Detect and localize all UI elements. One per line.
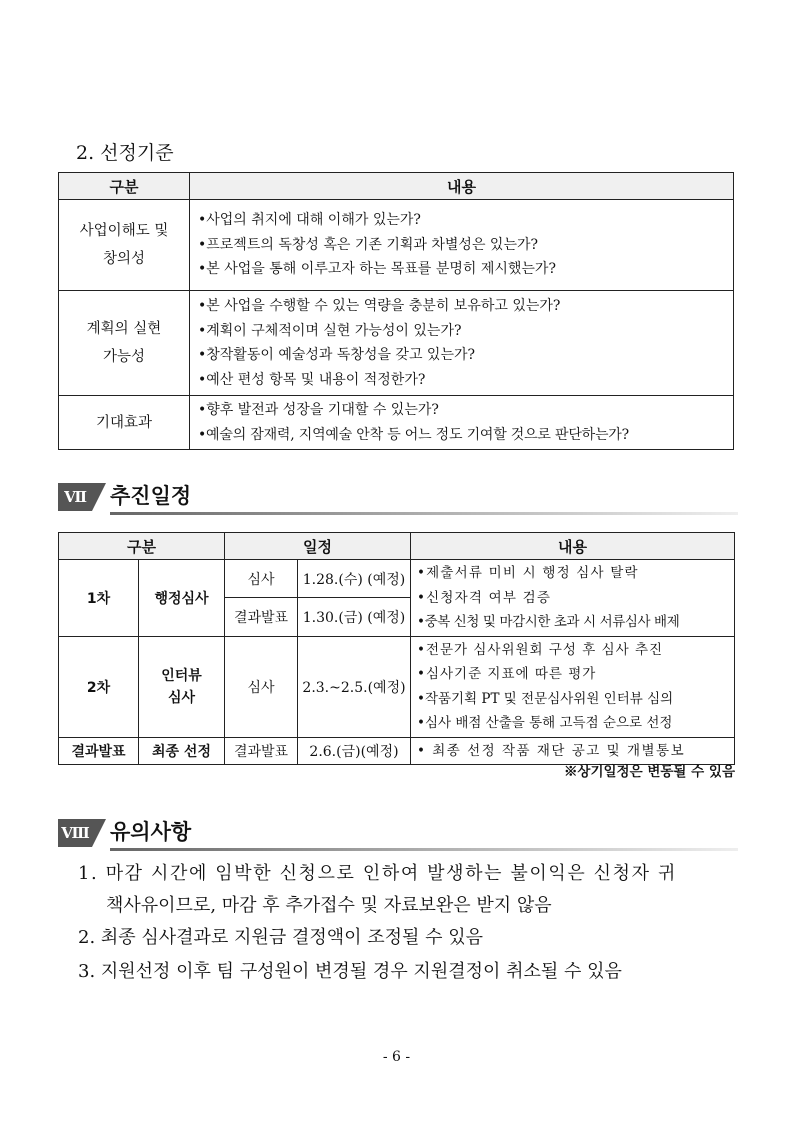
criteria-item: •본 사업을 수행할 수 있는 역량을 충분히 보유하고 있는가? bbox=[198, 298, 561, 314]
section-title: 유의사항 bbox=[110, 820, 192, 844]
schedule-item: •신청자격 여부 검증 bbox=[417, 589, 552, 606]
schedule-kind: 심사 bbox=[225, 560, 298, 598]
criteria-item: •계획이 구체적이며 실현 가능성이 있는가? bbox=[198, 322, 462, 339]
schedule-header-content: 내용 bbox=[411, 533, 735, 560]
stage-label: 1차 bbox=[59, 560, 139, 637]
schedule-item: •중복 신청 및 마감시한 초과 시 서류심사 배제 bbox=[417, 614, 680, 630]
criteria-header-category: 구분 bbox=[59, 173, 190, 200]
schedule-item: •심사 배점 산출을 통해 고득점 순으로 선정 bbox=[417, 715, 673, 731]
criteria-item: •예술의 잠재력, 지역예술 안착 등 어느 정도 기여할 것으로 판단하는가? bbox=[198, 426, 629, 443]
criteria-item: •본 사업을 통해 이루고자 하는 목표를 분명히 제시했는가? bbox=[198, 261, 556, 278]
schedule-note: ※상기일정은 변동될 수 있음 bbox=[563, 764, 735, 780]
notice-item-continuation: 책사유이므로, 마감 후 추가접수 및 자료보완은 받지 않음 bbox=[106, 895, 552, 916]
schedule-date: 1.30.(금) (예정) bbox=[298, 598, 411, 636]
section-8-heading bbox=[58, 819, 738, 847]
schedule-kind: 심사 bbox=[225, 636, 298, 737]
schedule-kind: 결과발표 bbox=[225, 598, 298, 636]
section-number-badge: Ⅶ bbox=[58, 483, 92, 511]
stage-type: 인터뷰 심사 bbox=[139, 636, 225, 737]
criteria-row bbox=[59, 291, 734, 396]
schedule-header-category: 구분 bbox=[59, 533, 225, 560]
schedule-kind: 결과발표 bbox=[225, 737, 298, 765]
schedule-item: •심사기준 지표에 따른 평가 bbox=[417, 666, 597, 682]
notice-item: 1. 마감 시간에 임박한 신청으로 인하여 발생하는 불이익은 신청자 귀 bbox=[78, 863, 677, 884]
stage-label: 2차 bbox=[59, 636, 139, 737]
criteria-header-content: 내용 bbox=[190, 173, 734, 200]
criteria-item: •프로젝트의 독창성 혹은 기존 기획과 차별성은 있는가? bbox=[198, 236, 538, 253]
criteria-items bbox=[190, 291, 734, 396]
schedule-row bbox=[59, 636, 735, 737]
criteria-category: 기대효과 bbox=[59, 396, 190, 450]
schedule-item: •작품기획 PT 및 전문심사위원 인터뷰 심의 bbox=[417, 690, 674, 707]
schedule-item: • 최종 선정 작품 재단 공고 및 개별통보 bbox=[411, 737, 735, 765]
stage-type: 최종 선정 bbox=[139, 737, 225, 765]
section-number-badge: Ⅷ bbox=[58, 819, 92, 847]
schedule-row bbox=[59, 560, 735, 598]
criteria-items bbox=[190, 200, 734, 291]
stage-label: 결과발표 bbox=[59, 737, 139, 765]
section-title: 추진일정 bbox=[110, 484, 192, 508]
criteria-item: •사업의 취지에 대해 이해가 있는가? bbox=[198, 212, 421, 229]
schedule-item: •제출서류 미비 시 행정 심사 탈락 bbox=[417, 565, 639, 581]
schedule-items bbox=[411, 560, 735, 637]
schedule-items bbox=[411, 636, 735, 737]
stage-type: 행정심사 bbox=[139, 560, 225, 637]
page-number: - 6 - bbox=[382, 1049, 411, 1065]
notice-item: 3. 지원선정 이후 팀 구성원이 변경될 경우 지원결정이 취소될 수 있음 bbox=[78, 961, 622, 982]
schedule-item: •전문가 심사위원회 구성 후 심사 추진 bbox=[417, 641, 664, 658]
schedule-date: 2.6.(금)(예정) bbox=[298, 737, 411, 765]
selection-criteria-table bbox=[58, 172, 734, 450]
criteria-item: •향후 발전과 성장을 기대할 수 있는가? bbox=[198, 402, 439, 418]
criteria-items bbox=[190, 396, 734, 450]
schedule-header-date: 일정 bbox=[225, 533, 411, 560]
schedule-date: 2.3.~2.5.(예정) bbox=[298, 636, 411, 737]
criteria-item: •창작활동이 예술성과 독창성을 갖고 있는가? bbox=[198, 347, 475, 363]
criteria-item: •예산 편성 항목 및 내용이 적정한가? bbox=[198, 371, 426, 388]
criteria-category: 사업이해도 및 창의성 bbox=[59, 200, 190, 291]
section-7-heading bbox=[58, 483, 738, 511]
schedule-date: 1.28.(수) (예정) bbox=[298, 560, 411, 598]
schedule-table bbox=[58, 532, 735, 765]
criteria-category: 계획의 실현 가능성 bbox=[59, 291, 190, 396]
notice-item: 2. 최종 심사결과로 지원금 결정액이 조정될 수 있음 bbox=[78, 927, 483, 948]
criteria-row bbox=[59, 200, 734, 291]
criteria-row bbox=[59, 396, 734, 450]
section-2-heading: 2. 선정기준 bbox=[76, 142, 174, 164]
